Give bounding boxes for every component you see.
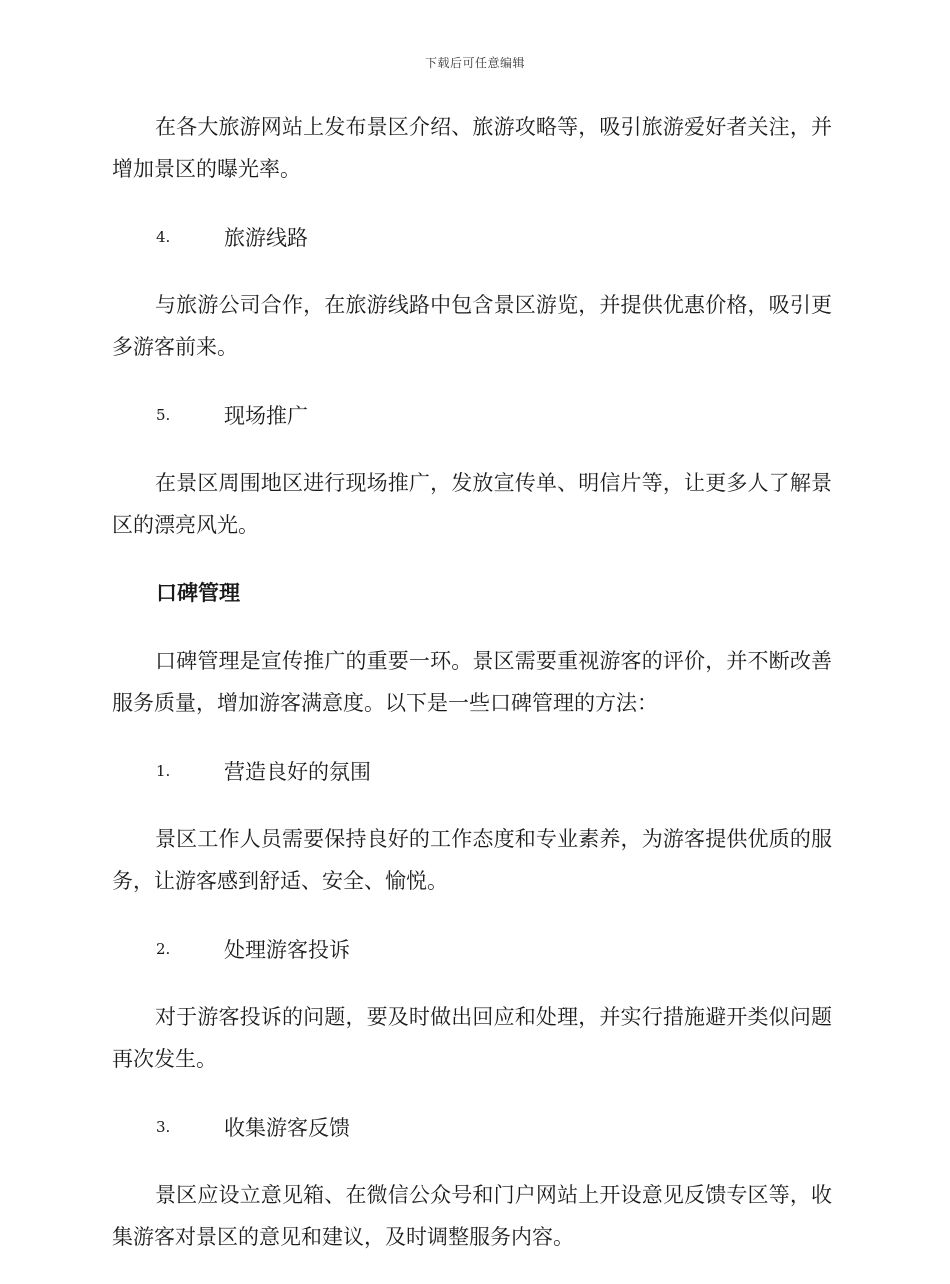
section-heading: 口碑管理 [156,581,240,605]
list-item [112,216,832,258]
list-item [112,750,832,792]
list-item [112,394,832,436]
paragraph: 在各大旅游网站上发布景区介绍、旅游攻略等，吸引旅游爱好者关注，并增加景区的曝光率。 [112,115,832,181]
document-body [112,106,832,1284]
list-item [112,1106,832,1148]
list-item-label: 处理游客投诉 [224,938,350,962]
list-item-label: 旅游线路 [224,226,308,250]
paragraph: 景区工作人员需要保持良好的工作态度和专业素养，为游客提供优质的服务，让游客感到舒适、安全、愉悦。 [112,827,832,893]
paragraph: 在景区周围地区进行现场推广，发放宣传单、明信片等，让更多人了解景区的漂亮风光。 [112,471,832,537]
list-item-number: 3. [156,1118,171,1136]
list-item-number: 2. [156,940,171,958]
list-item-label: 营造良好的氛围 [224,760,371,784]
paragraph: 与旅游公司合作，在旅游线路中包含景区游览，并提供优惠价格，吸引更多游客前来。 [112,293,832,359]
list-item-label: 收集游客反馈 [224,1116,350,1140]
page-header: 下载后可任意编辑 [424,56,525,70]
list-item-label: 现场推广 [224,404,308,428]
paragraph: 口碑管理是宣传推广的重要一环。景区需要重视游客的评价，并不断改善服务质量，增加游客满意度。以下是一些口碑管理的方法： [112,649,832,715]
paragraph: 对于游客投诉的问题，要及时做出回应和处理，并实行措施避开类似问题再次发生。 [112,1005,832,1071]
list-item-number: 1. [156,762,171,780]
list-item-number: 5. [156,406,171,424]
list-item [112,928,832,970]
list-item-number: 4. [156,228,171,246]
paragraph: 景区应设立意见箱、在微信公众号和门户网站上开设意见反馈专区等，收集游客对景区的意见和建议，及时调整服务内容。 [112,1183,832,1249]
